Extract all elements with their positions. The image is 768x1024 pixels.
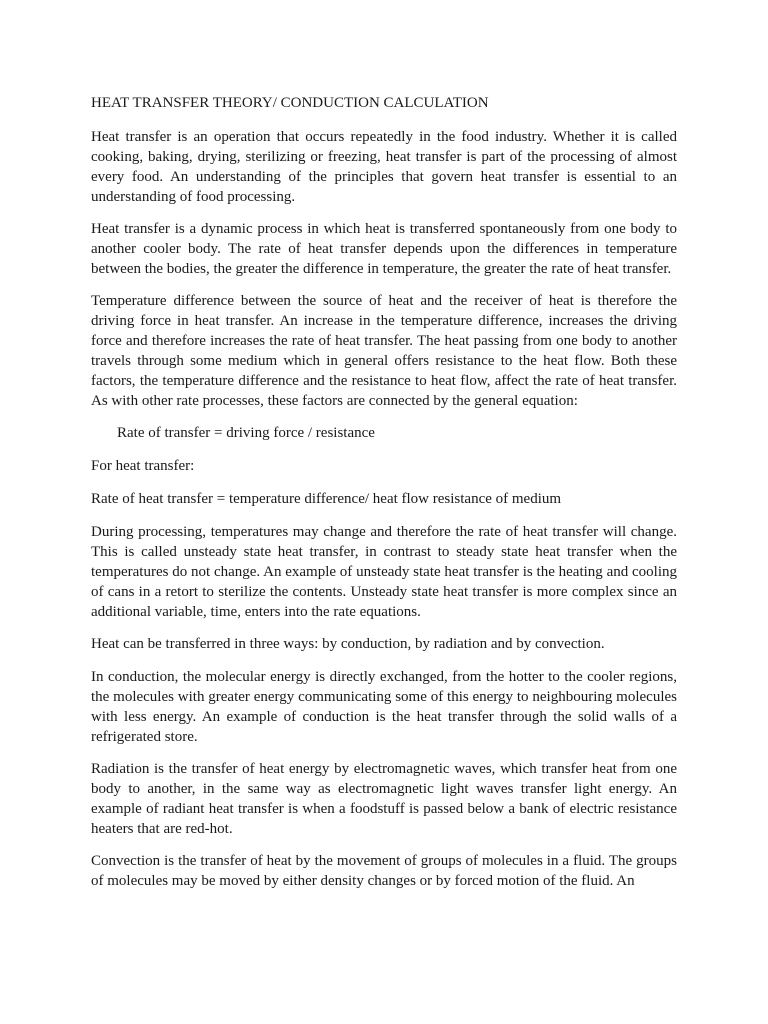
document-body bbox=[91, 93, 677, 903]
paragraph-radiation: Radiation is the transfer of heat energy by electromagnetic waves, which transfer heat from one body to another, in the same way as electromagnetic light waves transfer light energy. An example of radiant heat transfer is when a foodstuff is passed below a bank of electric resistance heaters that are red-hot. bbox=[91, 761, 677, 837]
equation-rate-of-transfer: Rate of transfer = driving force / resistance bbox=[117, 425, 375, 441]
paragraph-unsteady-state: During processing, temperatures may change and therefore the rate of heat transfer will change. This is called unsteady state heat transfer, in contrast to steady state heat transfer when the temperatures do not change. An example of unsteady state heat transfer is the heating and cooling of cans in a retort to sterilize the contents. Unsteady state heat transfer is more complex since an additional variable, time, enters into the rate equations. bbox=[91, 524, 677, 620]
paragraph-dynamic-process: Heat transfer is a dynamic process in which heat is transferred spontaneously from one body to another cooler body. The rate of heat transfer depends upon the differences in temperature between the bodies, the greater the difference in temperature, the greater the rate of heat transfer. bbox=[91, 221, 677, 277]
paragraph-for-heat-transfer: For heat transfer: bbox=[91, 458, 195, 474]
document-title: HEAT TRANSFER THEORY/ CONDUCTION CALCULATION bbox=[91, 95, 489, 111]
paragraph-heat-transfer-intro: Heat transfer is an operation that occurs repeatedly in the food industry. Whether it is called cooking, baking, drying, sterilizing or freezing, heat transfer is part of the processing of almost every food. An understanding of the principles that govern heat transfer is essential to an understanding of food processing. bbox=[91, 129, 677, 205]
paragraph-convection: Convection is the transfer of heat by the movement of groups of molecules in a fluid. The groups of molecules may be moved by either density changes or by forced motion of the fluid. An bbox=[91, 853, 677, 889]
paragraph-conduction: In conduction, the molecular energy is directly exchanged, from the hotter to the cooler regions, the molecules with greater energy communicating some of this energy to neighbouring molecules with less energy. An example of conduction is the heat transfer through the solid walls of a refrigerated store. bbox=[91, 669, 677, 745]
paragraph-three-ways: Heat can be transferred in three ways: by conduction, by radiation and by convection. bbox=[91, 636, 605, 652]
paragraph-temperature-difference: Temperature difference between the source of heat and the receiver of heat is therefore the driving force in heat transfer. An increase in the temperature difference, increases the driving force and therefore increases the rate of heat transfer. The heat passing from one body to another travels through some medium which in general offers resistance to the heat flow. Both these factors, the temperature difference and the resistance to heat flow, affect the rate of heat transfer. As with other rate processes, these factors are connected by the general equation: bbox=[91, 293, 677, 409]
equation-rate-of-heat-transfer: Rate of heat transfer = temperature difference/ heat flow resistance of medium bbox=[91, 491, 562, 507]
